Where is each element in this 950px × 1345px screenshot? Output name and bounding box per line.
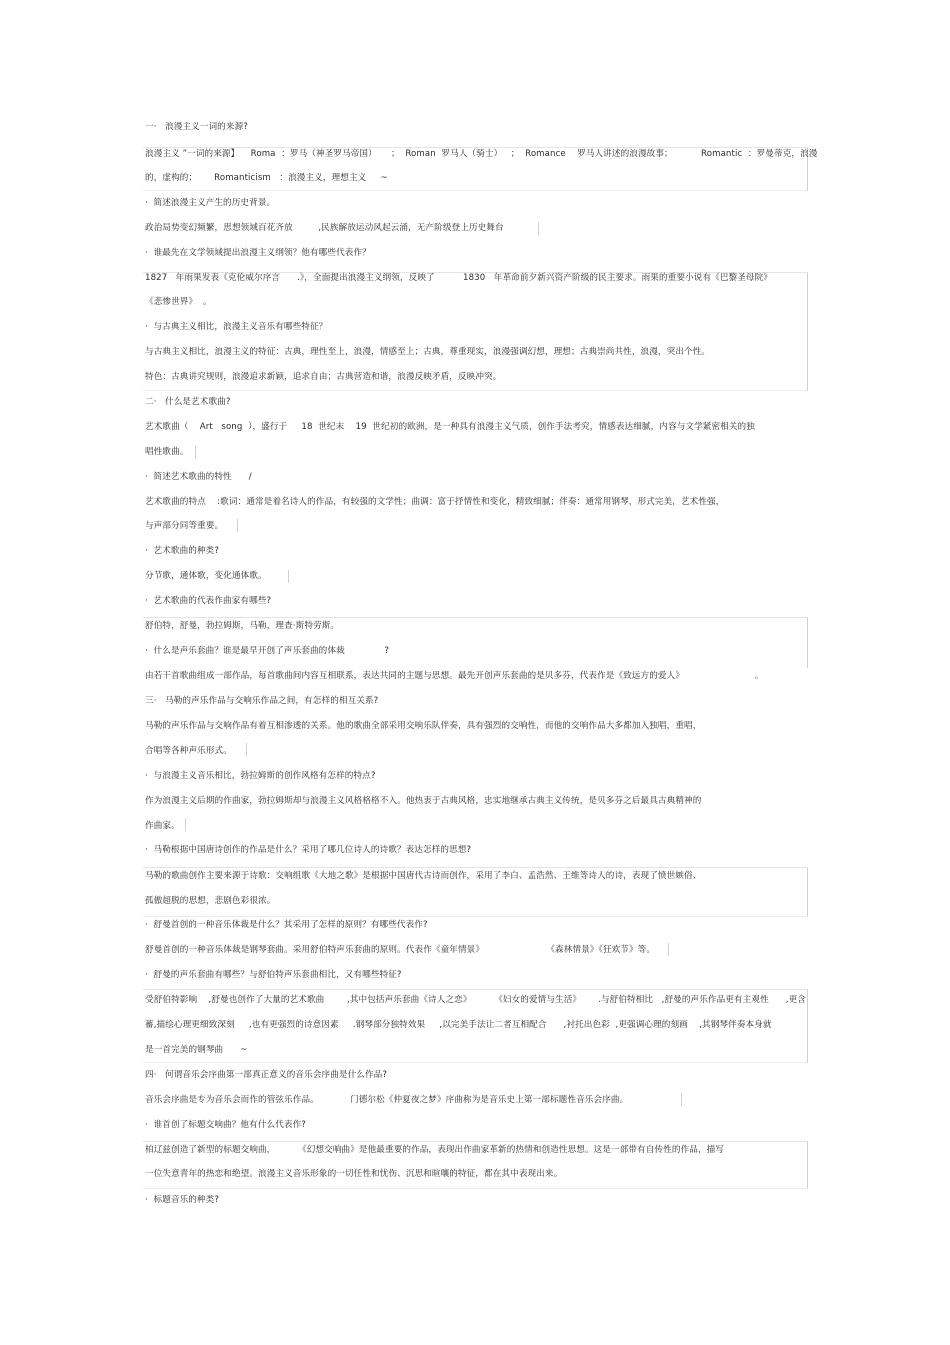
question-line: · 艺术歌曲的代表作曲家有哪些? [145, 596, 272, 606]
question-line: · 什么是声乐套曲？谁是最早开创了声乐套曲的体裁 ? [145, 646, 390, 656]
section-heading: 四· 何谓音乐会序曲第一部真正意义的音乐会序曲是什么作品? [145, 1070, 388, 1080]
text-line: 《悲惨世界》 。 [145, 297, 212, 307]
text-line: 1827 年雨果发表《克伦威尔序言 .》，全面提出浪漫主义纲领，反映了 1830 年革命前夕新兴资产阶级的民主要求。雨果的重要小说有《巴黎圣母院》 [145, 273, 772, 283]
text-line: 柏辽兹创造了新型的标题交响曲， 《幻想交响曲》是他最重要的作品，表现出作曲家革新的热情和创造性思想。这是一部带有自传性的作品，描写 [145, 1145, 725, 1155]
question-line: · 舒曼首创的一种音乐体裁是什么？其采用了怎样的原则？有哪些代表作? [145, 920, 428, 930]
text-line: 马勒的歌曲创作主要来源于诗歌：交响组歌《大地之歌》是根据中国唐代古诗而创作，采用了李白、孟浩然、王维等诗人的诗，表现了愤世嫉俗、 [145, 871, 702, 881]
question-line: · 舒曼的声乐套曲有哪些？与舒伯特声乐套曲相比，又有哪些特征? [145, 970, 402, 980]
question-line: · 简述艺术歌曲的特性 / [145, 472, 252, 482]
text-line: 孤傲超脱的思想，悲剧色彩很浓。 [145, 896, 276, 906]
question-line: · 谁首创了标题交响曲？他有什么代表作? [145, 1120, 306, 1130]
text-line: 由若干首歌曲组成一部作品，每首歌曲间内容互相联系，表达共同的主题与思想。最先开创声乐套曲的是贝多芬，代表作是《致远方的爱人》 。 [145, 671, 764, 681]
question-line: · 标题音乐的种类? [145, 1195, 220, 1205]
question-line: · 马勒根据中国唐诗创作的作品是什么？采用了哪几位诗人的诗歌？表达怎样的思想? [145, 845, 472, 855]
section-heading: 三· 马勒的声乐作品与交响乐作品之间，有怎样的相互关系? [145, 696, 379, 706]
text-line: 音乐会序曲是专为音乐会而作的管弦乐作品。 门德尔松《仲夏夜之梦》序曲称为是音乐史上第一部标题性音乐会序曲。 [145, 1095, 629, 1105]
question-line: · 简述浪漫主义产生的历史背景。 [145, 198, 276, 208]
text-line: 与声部分同等重要。 [145, 521, 224, 531]
text-line: 唱性歌曲。 [145, 447, 189, 457]
text-line: 作曲家。 [145, 821, 180, 831]
text-line: 作为浪漫主义后期的作曲家，勃拉姆斯却与浪漫主义风格格格不入。他热衷于古典风格，忠实地继承古典主义传统，是贝多芬之后最具古典精神的 [145, 796, 702, 806]
text-line: 与古典主义相比，浪漫主义的特征：古典，理性至上，浪漫，情感至上；古典，尊重现实，浪漫强调幻想，理想；古典崇尚共性，浪漫，突出个性。 [145, 347, 711, 357]
text-line: 舒伯特，舒曼，勃拉姆斯，马勒，理查·斯特劳斯。 [145, 621, 340, 631]
text-line: 合唱等各种声乐形式。 [145, 746, 232, 756]
text-line: 受舒伯特影响 ,舒曼也创作了大量的艺术歌曲 ,其中包括声乐套曲《诗人之恋》 《妇女的爱情与生活》 .与舒伯特相比 ,舒曼的声乐作品更有主观性 ,更含 [145, 995, 806, 1005]
question-line: · 与浪漫主义音乐相比，勃拉姆斯的创作风格有怎样的特点? [145, 771, 376, 781]
text-line: 一位失意青年的热恋和绝望。浪漫主义音乐形象的一切任性和忧伤、沉思和暄嚷的特征，都在其中表现出来。 [145, 1169, 563, 1179]
text-line: 马勒的声乐作品与交响作品有着互相渗透的关系。他的歌曲全部采用交响乐队伴奏，具有强烈的交响性，而他的交响作品大多都加入独唱，重唱， [145, 721, 702, 731]
text-line: 的，虚构的； Romanticism ：浪漫主义，理想主义 ~ [145, 173, 388, 183]
text-line: 是一首完美的钢琴曲 ~ [145, 1045, 248, 1055]
text-line: 艺术歌曲的特点 :歌词：通常是着名诗人的作品，有较强的文学性；曲调：富于抒情性和变化，精致细腻；伴奏：通常用钢琴，形式完美，艺术性强， [145, 497, 725, 507]
text-line: 舒曼首创的一种音乐体裁是钢琴套曲。采用舒伯特声乐套曲的原则。代表作《童年情景》 《森林情景》《狂欢节》等。 [145, 945, 656, 955]
text-line: 特色：古典讲究规则，浪漫追求新颖，追求自由；古典营造和谐，浪漫反映矛盾，反映冲突。 [145, 372, 502, 382]
text-line: 艺术歌曲（ Art song ），盛行于 18 世纪末 19 世纪初的欧洲，是一种具有浪漫主义气质，创作手法考究，情感表达细腻，内容与文学紧密相关的独 [145, 422, 755, 432]
question-line: · 谁最先在文学领域提出浪漫主义纲领？他有哪些代表作？ [145, 248, 371, 258]
question-line: · 与古典主义相比，浪漫主义音乐有哪些特征？ [145, 322, 328, 332]
text-line: 分节歌，通体歌，变化通体歌。 [145, 571, 267, 581]
section-heading: 一· 浪漫主义一词的来源? [145, 122, 248, 132]
text-line: 浪漫主义 ”一词的来源】 Roma ：罗马（神圣罗马帝国） ； Roman 罗马人（骑士） ； Romance 罗马人讲述的浪漫故事； Romantic ：罗曼蒂克，浪漫 [145, 149, 818, 159]
section-heading: 二· 什么是艺术歌曲? [145, 397, 231, 407]
text-line: 政治局势变幻频繁，思想领域百花齐放 ,民族解放运动风起云涌，无产阶级登上历史舞台 [145, 223, 504, 233]
question-line: · 艺术歌曲的种类? [145, 546, 220, 556]
text-line: 蓄,描绘心理更细致深刻 ,也有更强烈的诗意因素 .钢琴部分独特效果 ,以完美手法让二者互相配合 ,衬托出色彩 ,更强调心理的刻画 ,其钢琴伴奏本身就 [145, 1020, 772, 1030]
